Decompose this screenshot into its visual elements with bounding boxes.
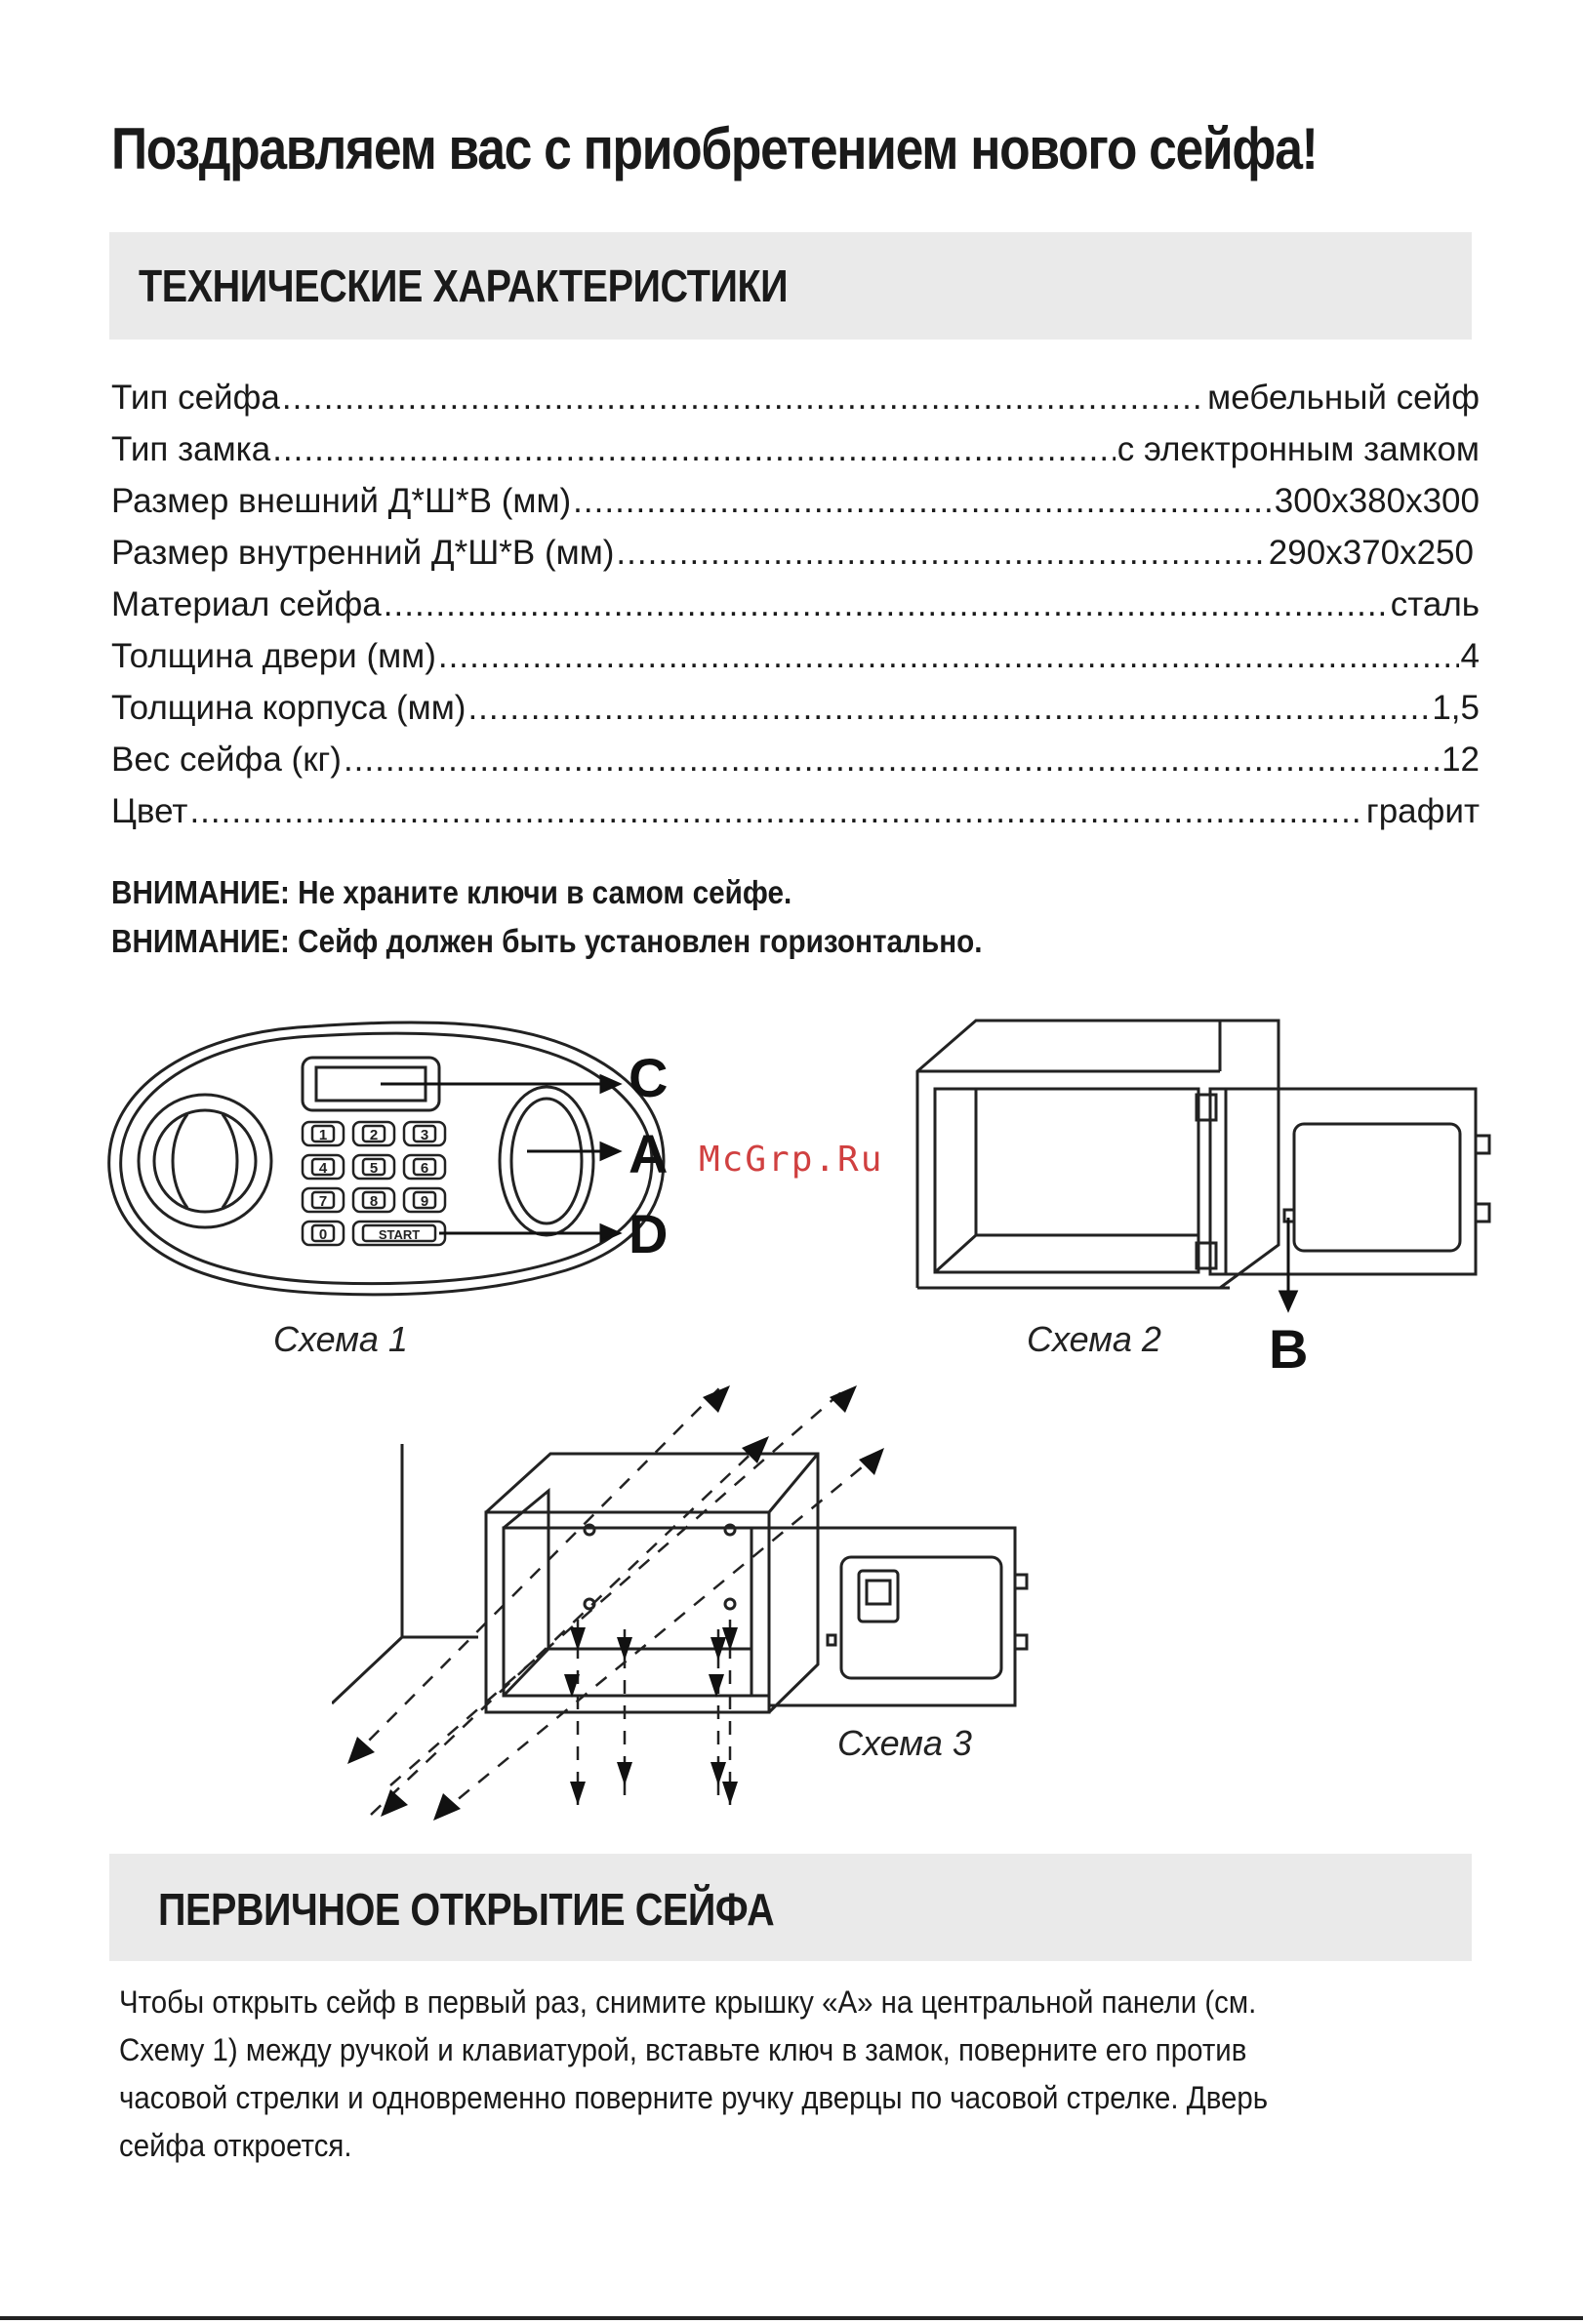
spec-leader [438,631,1459,682]
warning-horizontal: ВНИМАНИЕ: Сейф должен быть установлен горизонтально. [111,923,983,959]
opening-heading-band [109,1854,1472,1961]
label-a: A [629,1123,669,1184]
key-2: 2 [369,1127,379,1143]
spec-row [111,631,1480,682]
spec-label: Материал сейфа [111,585,382,623]
arrow-up [703,1385,730,1413]
key-6: 6 [420,1160,429,1177]
watermark: McGrp.Ru [699,1140,884,1180]
spec-value: 290x370x250 [1268,534,1474,572]
scheme1-caption: Схема 1 [273,1319,408,1359]
spec-leader [344,735,1440,785]
page-title: Поздравляем вас с приобретением нового сейфа! [111,116,1318,181]
spec-leader [384,580,1389,630]
safe-door [1226,1089,1476,1274]
label-b: B [1269,1318,1309,1380]
spec-leader [189,786,1363,837]
spec-row [111,735,1480,785]
key-4: 4 [318,1160,328,1177]
door-panel [1294,1124,1460,1251]
key-5: 5 [369,1160,379,1177]
mounting-guide [351,1385,722,1758]
spec-value: 4 [1460,637,1480,675]
spec-row [111,528,1474,579]
dial-grip [173,1114,237,1208]
hinge [1210,1089,1226,1274]
spec-row [111,683,1480,734]
key-9: 9 [420,1193,429,1210]
spec-label: Вес сейфа (кг) [111,741,342,779]
safe-body-front [486,1512,769,1712]
spec-label: Толщина двери (мм) [111,637,436,675]
key-8: 8 [369,1193,379,1210]
key-0: 0 [318,1226,328,1243]
cover-a-outer [500,1087,593,1235]
specs-heading-band [109,232,1472,340]
cover-a-inner [511,1099,582,1223]
spec-leader [573,476,1273,527]
spec-label: Размер внутренний Д*Ш*В (мм) [111,534,615,572]
label-c: C [629,1047,669,1108]
page-bottom-rule [0,2316,1583,2320]
spec-value: 12 [1441,741,1480,779]
spec-leader [467,683,1430,734]
key-start: START [378,1227,421,1242]
spec-value: сталь [1390,585,1480,623]
spec-value: с электронным замком [1116,430,1480,468]
spec-row [111,580,1480,630]
dial-inner [154,1110,256,1212]
spec-row [111,424,1480,475]
key-1: 1 [318,1127,328,1143]
scheme3-caption: Схема 3 [837,1723,972,1763]
dial-outer [139,1095,271,1227]
spec-row [111,476,1480,527]
spec-value: 1,5 [1432,689,1480,727]
spec-value: графит [1365,792,1480,830]
spec-value: 300x380x300 [1274,482,1480,520]
spec-leader [616,528,1266,579]
key-7: 7 [318,1193,328,1210]
spec-label: Тип сейфа [111,379,280,417]
spec-leader [272,424,1116,475]
spec-row [111,786,1480,837]
specs-heading: ТЕХНИЧЕСКИЕ ХАРАКТЕРИСТИКИ [139,260,789,311]
opening-heading: ПЕРВИЧНОЕ ОТКРЫТИЕ СЕЙФА [158,1884,775,1935]
scheme1-keypad-diagram [98,1015,703,1307]
spec-leader [282,373,1205,423]
spec-label: Тип замка [111,430,271,468]
spec-label: Размер внешний Д*Ш*В (мм) [111,482,572,520]
safe-interior [504,1528,751,1696]
spec-label: Цвет [111,792,188,830]
scheme2-caption: Схема 2 [1027,1319,1161,1359]
spec-label: Толщина корпуса (мм) [111,689,467,727]
opening-instructions: Чтобы открыть сейф в первый раз, снимите крышку «А» на центральной панели (см. Схему 1) между ручкой и клавиатурой, вставьте ключ в замок, поверните его против часовой стрелки и одновременно поверните ручку дверцы по часовой стрелке. Дверь сейфа откроется. [119,1984,1269,2163]
warning-keys: ВНИМАНИЕ: Не храните ключи в самом сейфе. [111,874,792,910]
label-d: D [629,1203,669,1264]
spec-value: мебельный сейф [1207,379,1480,417]
spec-row [111,373,1480,423]
scheme2-safe-diagram [908,1015,1493,1327]
key-3: 3 [420,1127,429,1143]
